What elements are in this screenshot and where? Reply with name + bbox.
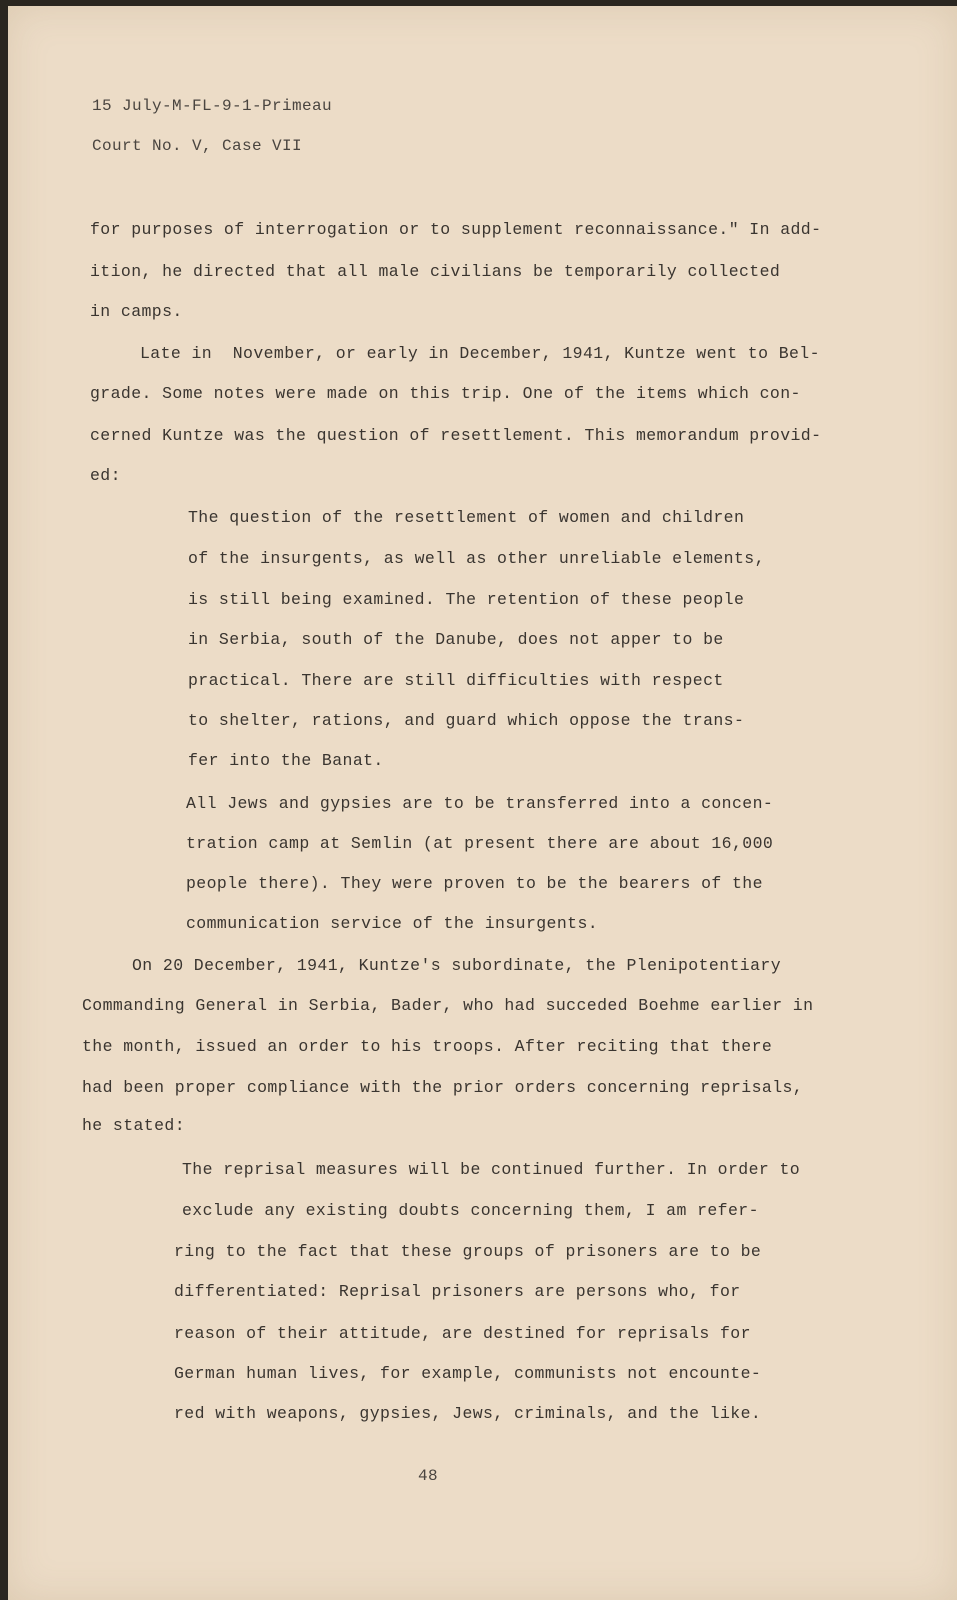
quote-line: All Jews and gypsies are to be transferred into a concen-	[186, 794, 774, 813]
header-document-id: 15 July-M-FL-9-1-Primeau	[92, 97, 333, 115]
page-number: 48	[418, 1467, 439, 1485]
quote-line: ring to the fact that these groups of prisoners are to be	[174, 1242, 762, 1261]
paragraph-line: Late in November, or early in December, 1941, Kuntze went to Bel-	[140, 344, 820, 363]
header-court-case: Court No. V, Case VII	[92, 137, 303, 155]
quote-line: communication service of the insurgents.	[186, 914, 599, 933]
quote-line: differentiated: Reprisal prisoners are persons who, for	[174, 1282, 741, 1301]
paragraph-line: ed:	[90, 466, 121, 485]
quote-line: The reprisal measures will be continued further. In order to	[182, 1160, 801, 1179]
paragraph-line: cerned Kuntze was the question of resettlement. This memorandum provid-	[90, 426, 822, 445]
paragraph-line: in camps.	[90, 302, 183, 321]
paragraph-line: On 20 December, 1941, Kuntze's subordinate, the Plenipotentiary	[132, 956, 782, 975]
paragraph-line: the month, issued an order to his troops. After reciting that there	[82, 1037, 773, 1056]
paragraph-line: ition, he directed that all male civilians be temporarily collected	[90, 262, 781, 281]
quote-line: red with weapons, gypsies, Jews, criminals, and the like.	[174, 1404, 762, 1423]
quote-line: to shelter, rations, and guard which oppose the trans-	[188, 711, 745, 730]
quote-line: fer into the Banat.	[188, 751, 384, 770]
paragraph-line: grade. Some notes were made on this trip. One of the items which con-	[90, 384, 801, 403]
paragraph-line: Commanding General in Serbia, Bader, who had succeded Boehme earlier in	[82, 996, 814, 1015]
quote-line: reason of their attitude, are destined for reprisals for	[174, 1324, 751, 1343]
quote-line: people there). They were proven to be the bearers of the	[186, 874, 763, 893]
quote-line: practical. There are still difficulties with respect	[188, 671, 724, 690]
quote-line: is still being examined. The retention of these people	[188, 590, 745, 609]
quote-line: German human lives, for example, communists not encounte-	[174, 1364, 762, 1383]
paragraph-line: he stated:	[82, 1116, 186, 1135]
paragraph-line: for purposes of interrogation or to supplement reconnaissance." In add-	[90, 220, 822, 239]
document-page	[8, 6, 957, 1600]
quote-line: in Serbia, south of the Danube, does not apper to be	[188, 630, 724, 649]
quote-line: exclude any existing doubts concerning them, I am refer-	[182, 1201, 759, 1220]
paragraph-line: had been proper compliance with the prior orders concerning reprisals,	[82, 1078, 804, 1097]
quote-line: of the insurgents, as well as other unreliable elements,	[188, 549, 765, 568]
quote-line: tration camp at Semlin (at present there are about 16,000	[186, 834, 774, 853]
quote-line: The question of the resettlement of women and children	[188, 508, 745, 527]
